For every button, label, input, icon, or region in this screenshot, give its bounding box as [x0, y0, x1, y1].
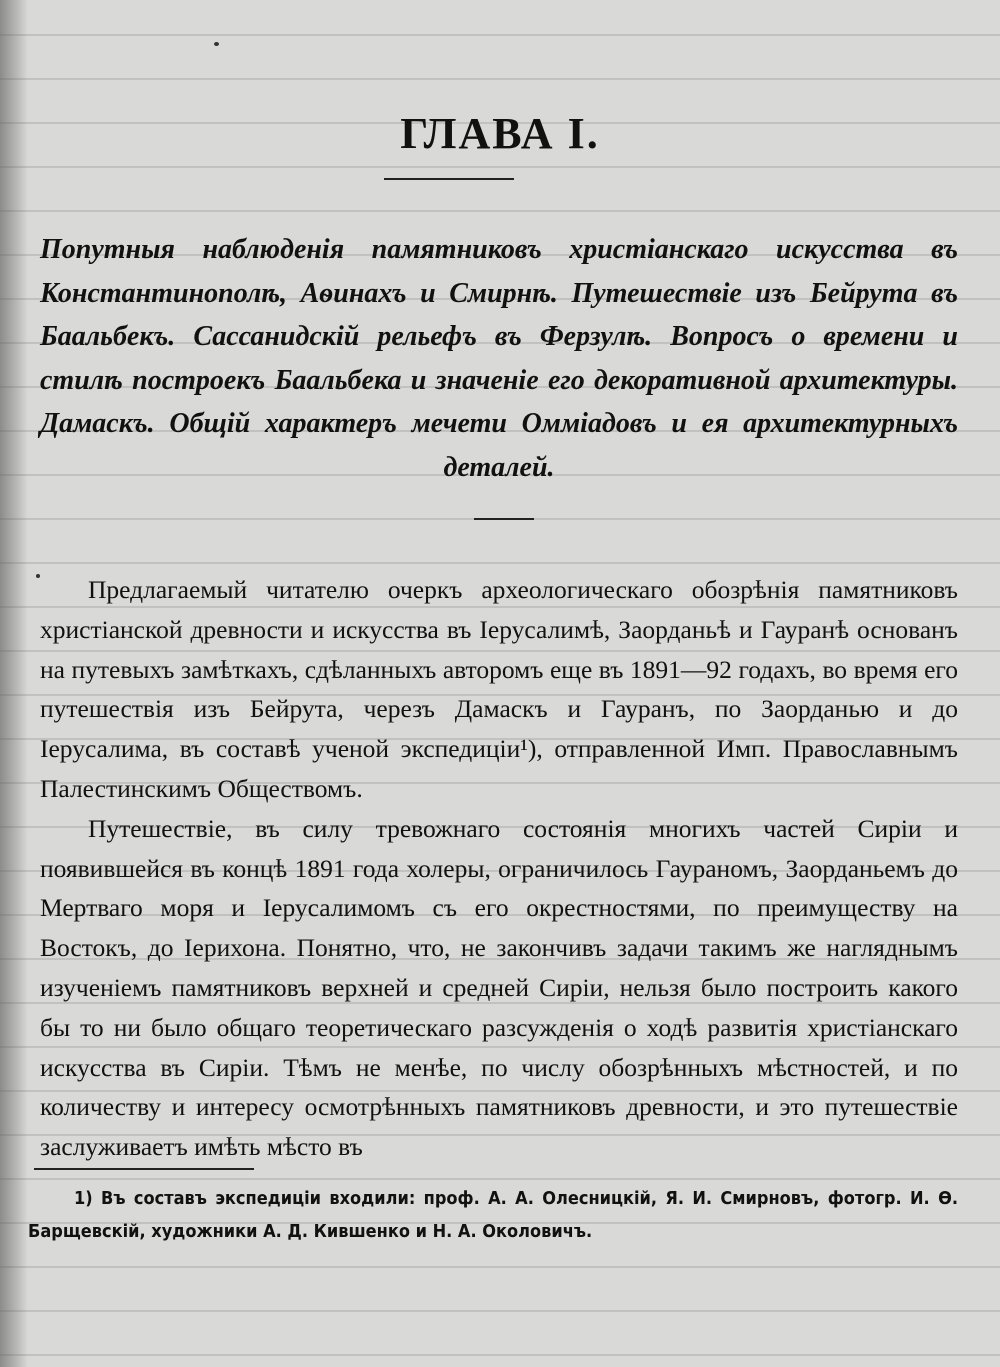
ink-speck [214, 42, 219, 46]
chapter-summary: Попутныя наблюденія памятниковъ христіанскаго искусства въ Константинополѣ, Аѳинахъ и Смирнѣ. Путешествіе изъ Бейрута въ Баальбекъ. Сассанидскій рельефъ въ Ферзулѣ. Вопросъ о времени и стилѣ построекъ Баальбека и значеніе его декоративной архитектуры. Дамаскъ. Общій характеръ мечети Оммiадовъ и ея архитектурныхъ деталей. [40, 234, 958, 483]
body-paragraph-2: Путешествіе, въ силу тревожнаго состоянія многихъ частей Сиріи и появившейся въ концѣ 1891 года холеры, ограничилось Гаураномъ, Заорданьемъ до Мертваго моря и Іерусалимомъ съ его окрестностями, по преимуществу на Востокъ, до Іерихона. Понятно, что, не закончивъ задачи такимъ же нагляднымъ изученіемъ памятниковъ верхней и средней Сиріи, нельзя было построить какого бы то ни было общаго теоретическаго разсужденія о ходѣ развитія христіанскаго искусства въ Сиріи. Тѣмъ не менѣе, по числу обозрѣнныхъ мѣстностей, и по количеству и интересу осмотрѣнныхъ памятниковъ древности, и это путешествіе заслуживаетъ имѣть мѣсто въ [40, 813, 958, 1162]
title-divider [384, 178, 514, 180]
footnote-divider [34, 1168, 254, 1170]
footnote: 1) Въ составъ экспедиціи входили: проф. А. А. Олесницкій, Я. И. Смирновъ, фотогр. И. Ѳ. Барщевскій, художники А. Д. Кившенко и Н. А. Околовичъ. [28, 1188, 958, 1242]
chapter-title: ГЛАВА I. [400, 109, 600, 158]
body-text [40, 570, 958, 1167]
summary-divider [474, 518, 534, 520]
body-paragraph-1: Предлагаемый читателю очеркъ археологическаго обозрѣнія памятниковъ христіанской древности и искусства въ Іерусалимѣ, Заорданьѣ и Гауранѣ основанъ на путевыхъ замѣткахъ, сдѣланныхъ авторомъ еще въ 1891—92 годахъ, во время его путешествія изъ Бейрута, черезъ Дамаскъ и Гауранъ, по Заорданью и до Іерусалима, въ составѣ ученой экспедиціи¹), отправленной Имп. Православнымъ Палестинскимъ Обществомъ. [40, 575, 958, 803]
